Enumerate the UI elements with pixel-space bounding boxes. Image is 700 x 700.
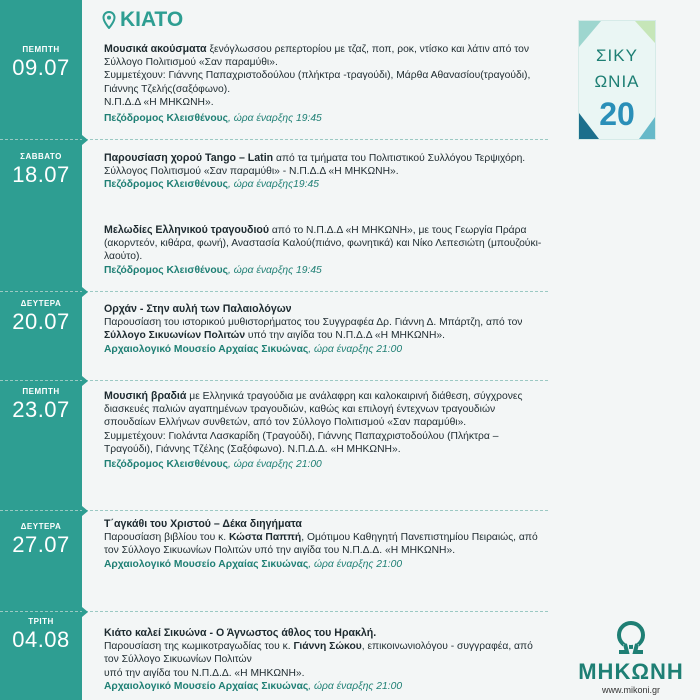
start-time: , ώρα έναρξης 21:00	[228, 459, 322, 471]
separator	[0, 510, 548, 511]
festival-logo-line: ΩΝΙΑ	[594, 72, 640, 91]
event-title: Παρουσίαση χορού Tango – Latin	[104, 152, 274, 164]
date-value: 04.08	[12, 627, 70, 652]
event-title: Μελωδίες Ελληνικού τραγουδιού	[104, 224, 270, 236]
event-desc: από το Ν.Π.Δ.Δ «Η ΜΗΚΩΝΗ», με τους Γεωργία Πράρα (ακορντεόν, κιθάρα, φωνή), Αναστασία Καλού(πιάνο, φωνητικά) και Νίκο Λεπεσιώτη (μπουζούκι-λαούτο).	[104, 225, 542, 263]
date-value: 09.07	[12, 55, 70, 80]
festival-logo	[578, 20, 656, 140]
start-time: , ώρα έναρξης 21:00	[308, 680, 403, 692]
venue-name: Πεζόδρομος Κλεισθένους	[104, 113, 229, 125]
date-label	[0, 152, 82, 188]
event-title: Ορχάν - Στην αυλή των Παλαιολόγων	[104, 303, 292, 315]
separator	[0, 380, 548, 381]
start-time: , ώρα έναρξης 19:45	[228, 264, 322, 276]
event-desc: με Ελληνικά τραγούδια με ανάλαφρη και καλοκαιρινή διάθεση, σύγχρονες διασκευές παλιών αγαπημένων τραγουδιών, καθώς και επιλογή έντεχνων τραγουδιών σπουδαίων Ελλήνων συνθετών, από τον Σύλλογο Πολιτισμού «Σαν παραμύθι».	[104, 391, 523, 429]
festival-logo-line: ΣΙΚΥ	[596, 46, 638, 65]
event-block	[104, 518, 542, 571]
event-extra: Ν.Π.Δ.Δ «Η ΜΗΚΩΝΗ».	[104, 96, 214, 108]
date-label	[0, 387, 82, 423]
date-value: 18.07	[12, 162, 70, 187]
event-desc: Παρουσίαση της κωμικοτραγωδίας του κ.	[104, 641, 294, 653]
event-desc: , επικοινωνιολόγου - συγγραφέα, από τον Σύλλογο Σικυωνίων Πολιτών	[104, 641, 533, 666]
date-label	[0, 522, 82, 558]
date-day: ΔΕΥΤΕΡΑ	[20, 299, 62, 308]
mikoni-name: ΜΗΚΩΝΗ	[578, 659, 684, 684]
mikoni-url: www.mikoni.gr	[601, 685, 660, 695]
event-venue	[104, 264, 542, 277]
event-venue	[104, 178, 542, 191]
separator	[0, 611, 548, 612]
date-label	[0, 45, 82, 81]
event-title: Τ΄αγκάθι του Χριστού – Δέκα διηγήματα	[104, 518, 302, 530]
start-time: , ώρα έναρξης 19:45	[228, 113, 322, 125]
event-block	[104, 390, 542, 471]
event-desc-highlight: Σύλλογο Σικυωνίων Πολιτών	[104, 330, 246, 342]
event-extra: Συμμετέχουν: Γιάννης Παπαχριστοδούλου (πλήκτρα -τραγούδι), Μάρθα Αθανασίου(τραγούδι), Γιάννης Τζελής(σαξόφωνο).	[104, 70, 531, 95]
date-day: ΔΕΥΤΕΡΑ	[20, 522, 62, 531]
event-block	[104, 43, 542, 125]
date-label	[0, 299, 82, 335]
page-title	[102, 8, 183, 32]
date-day: ΠΕΜΠΤΗ	[22, 45, 60, 54]
venue-name: Πεζόδρομος Κλεισθένους	[104, 264, 229, 276]
date-value: 23.07	[12, 397, 70, 422]
date-sidebar	[0, 0, 82, 700]
mikoni-logo-icon	[613, 620, 649, 654]
event-desc: υπό την αιγίδα του Ν.Π.Δ.Δ «Η ΜΗΚΩΝΗ».	[245, 330, 445, 342]
event-desc: Παρουσίαση βιβλίου του κ.	[104, 532, 229, 544]
separator	[0, 139, 548, 140]
event-desc: από τα τμήματα του Πολιτιστικού Συλλόγου Τερψιχόρη.	[276, 153, 526, 164]
event-desc-highlight: Κώστα Παππή	[228, 532, 302, 544]
date-value: 20.07	[12, 309, 70, 334]
event-title: Κιάτο καλεί Σικυώνα - Ο Άγνωστος άθλος του Ηρακλή.	[104, 627, 377, 639]
event-extra: Συμμετέχουν: Γιολάντα Λασκαρίδη (Τραγούδι), Γιάννης Παπαχριστοδούλου (Πλήκτρα – Τραγούδι), Γιάννης Τζέλης (Σαξόφωνο). Ν.Π.Δ.Δ. «Η ΜΗΚΩΝΗ».	[104, 430, 499, 455]
start-time: , ώρα έναρξης19:45	[228, 179, 319, 191]
venue-name: Αρχαιολογικό Μουσείο Αρχαίας Σικυώνας	[104, 680, 309, 692]
event-title: Μουσική βραδιά	[104, 390, 187, 402]
event-desc-highlight: Γιάννη Σώκου	[293, 641, 362, 653]
date-label	[0, 617, 82, 653]
date-day: ΤΡΙΤΗ	[28, 617, 54, 626]
event-block	[104, 627, 542, 693]
festival-logo-graphic	[579, 21, 655, 139]
event-venue	[104, 343, 542, 356]
event-extra: Σύλλογος Πολιτισμού «Σαν παραμύθι» - Ν.Π.Δ.Δ «Η ΜΗΚΩΝΗ».	[104, 166, 399, 178]
date-day: ΠΕΜΠΤΗ	[22, 387, 60, 396]
date-day: ΣΑΒΒΑΤΟ	[20, 152, 62, 161]
separator	[0, 291, 548, 292]
start-time: , ώρα έναρξης 21:00	[308, 558, 403, 570]
event-venue	[104, 112, 542, 125]
venue-name: Πεζόδρομος Κλεισθένους	[104, 459, 229, 471]
event-title: Μουσικά ακούσματα	[104, 43, 207, 55]
mikoni-logo	[578, 620, 684, 700]
venue-name: Αρχαιολογικό Μουσείο Αρχαίας Σικυώνας	[104, 343, 309, 355]
location-pin-icon	[102, 11, 116, 29]
venue-name: Πεζόδρομος Κλεισθένους	[104, 179, 229, 191]
festival-logo-year: 20	[599, 96, 635, 132]
event-venue	[104, 680, 542, 693]
start-time: , ώρα έναρξης 21:00	[308, 343, 403, 355]
event-venue	[104, 558, 542, 571]
event-desc: , Ομότιμου Καθηγητή Πανεπιστημίου Πειραιώς, από τον Σύλλογο Σικυωνίων Πολιτών υπό την αιγίδα του Ν.Π.Δ.Δ. «Η ΜΗΚΩΝΗ».	[104, 532, 538, 557]
event-block	[104, 152, 542, 192]
event-block	[104, 303, 542, 356]
event-desc: Παρουσίαση του ιστορικού μυθιστορήματος του Συγγραφέα Δρ. Γιάννη Δ. Μπάρτζη, από τον	[104, 317, 523, 329]
event-venue	[104, 458, 542, 471]
event-block	[104, 224, 542, 277]
date-value: 27.07	[12, 532, 70, 557]
event-desc: ξενόγλωσσου ρεπερτορίου με τζαζ, ποπ, ροκ, ντίσκο και λάτιν από τον Σύλλογο Πολιτισμού «Σαν παραμύθι».	[104, 44, 530, 69]
event-extra: υπό την αιγίδα του Ν.Π.Δ.Δ. «Η ΜΗΚΩΝΗ».	[104, 667, 305, 679]
location-name: ΚΙΑΤΟ	[120, 8, 184, 31]
venue-name: Αρχαιολογικό Μουσείο Αρχαίας Σικυώνας	[104, 558, 309, 570]
